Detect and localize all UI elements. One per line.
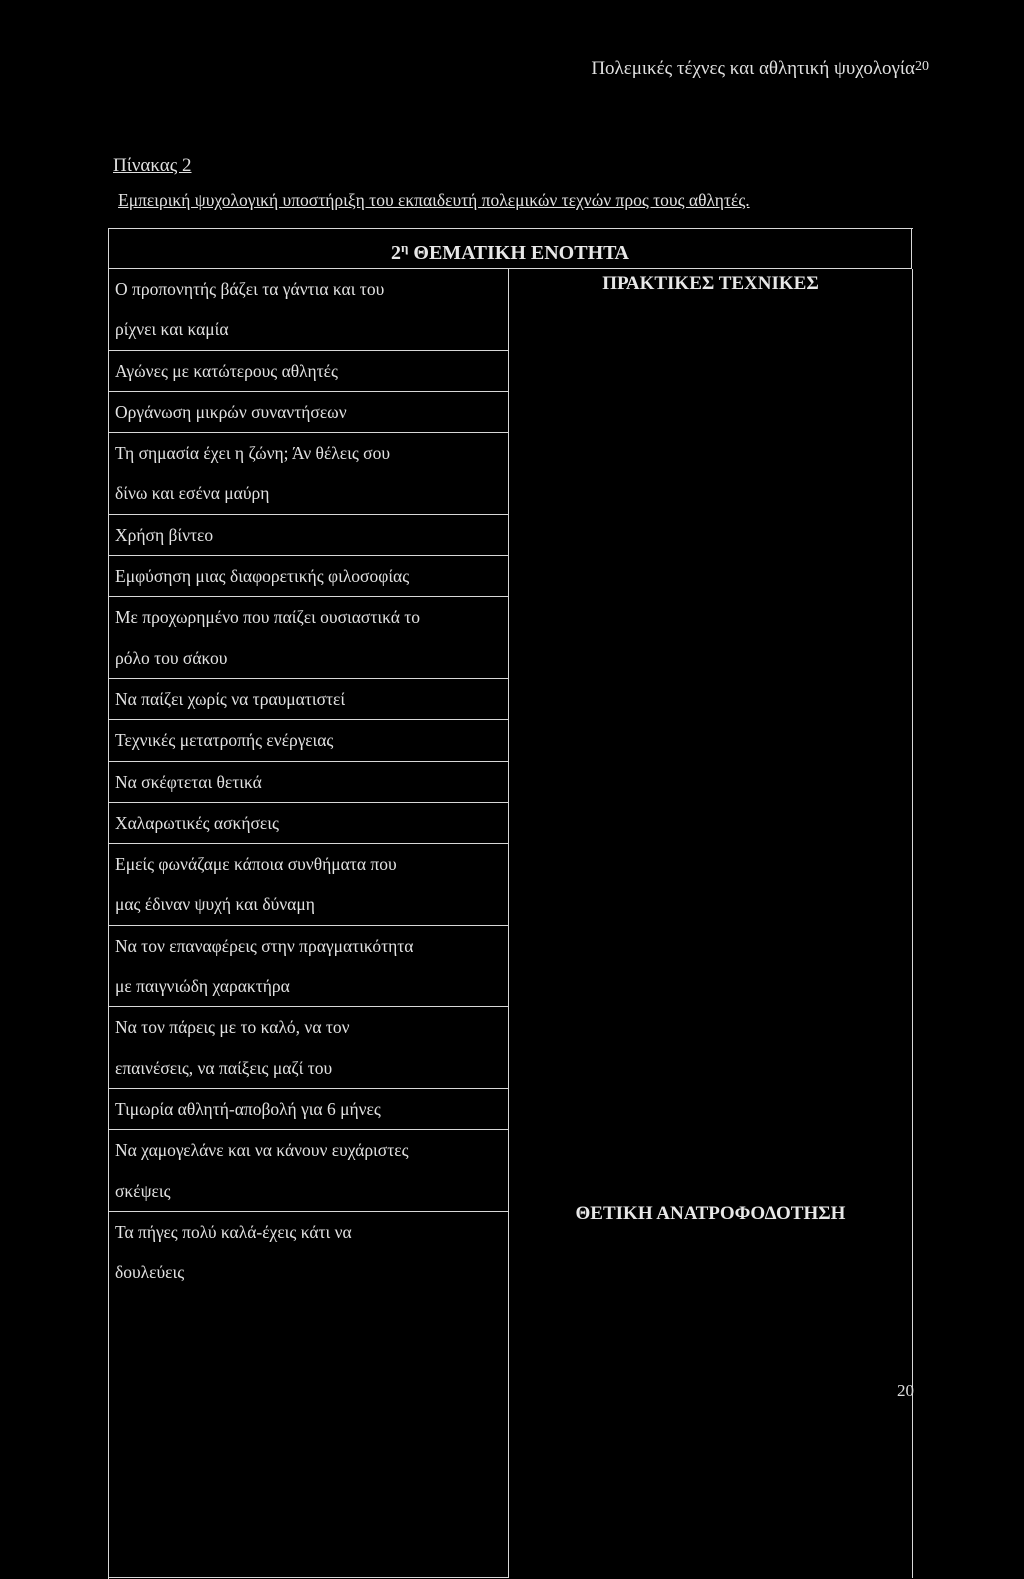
table-cell-line: Οργάνωση μικρών συναντήσεων [115,401,347,422]
section-number: 2 [391,242,401,264]
table-cell-line: Να τον πάρεις με το καλό, να τον [115,1017,350,1038]
table-row [109,433,508,515]
table-row [109,392,508,433]
table-row [109,1007,508,1089]
table-row [109,803,508,844]
table-row [109,1212,508,1293]
table-cell-line: Ο προπονητής βάζει τα γάντια και του [115,279,385,299]
section-name: ΘΕΜΑΤΙΚΗ ΕΝΟΤΗΤΑ [408,242,629,264]
running-header-number: 20 [915,59,929,74]
table-cell-line: μας έδιναν ψυχή και δύναμη [115,894,315,915]
table-row [109,597,508,679]
table-row [109,679,508,720]
bottom-border [109,1577,509,1578]
table-cell-line: Χαλαρωτικές ασκήσεις [115,812,279,833]
table-row [109,844,508,926]
table-row [109,720,508,761]
table-cell-line: Με προχωρημένο που παίζει ουσιαστικά το [115,607,421,628]
table-cell-line: Τη σημασία έχει η ζώνη; Άν θέλεις σου [115,443,390,464]
table-cell-line: Να τον επαναφέρεις στην πραγματικότητα [115,935,414,956]
table-cell-line: ρόλο του σάκου [115,647,228,668]
page-number: 20 [897,1381,914,1400]
left-column [109,269,508,1292]
table-row [109,926,508,1008]
practical-techniques-label: ΠΡΑΚΤΙΚΕΣ ΤΕΧΝΙΚΕΣ [602,273,819,294]
running-header-text: Πολεμικές τέχνες και αθλητική ψυχολογία [591,58,915,79]
table-cell-line: δουλεύεις [115,1262,185,1283]
table-cell-line: επαινέσεις, να παίξεις μαζί του [115,1057,333,1078]
table-row [109,1130,508,1212]
table-cell-line: με παιγνιώδη χαρακτήρα [115,976,290,997]
table-caption: Πίνακας 2 [113,155,192,176]
section-title [109,229,912,269]
table-subcaption: Εμπειρική ψυχολογική υποστήριξη του εκπαιδευτή πολεμικών τεχνών προς τους αθλητές. [118,190,750,210]
table-cell-line: Εμείς φωνάζαμε κάποια συνθήματα που [115,854,397,875]
table-cell-line: σκέψεις [115,1180,171,1201]
table-row [109,762,508,803]
table-cell-line: Να σκέφτεται θετικά [115,771,262,792]
running-header [591,58,929,80]
column-divider [508,269,509,1578]
table-cell-line: ρίχνει και καμία [115,319,229,340]
table-row [109,269,508,351]
table-cell-line: Εμφύσηση μιας διαφορετικής φιλοσοφίας [115,566,410,587]
techniques-table [108,228,913,1579]
table-cell-line: Να χαμογελάνε και να κάνουν ευχάριστες [115,1140,409,1161]
table-row [109,556,508,597]
positive-feedback-label: ΘΕΤΙΚΗ ΑΝΑΤΡΟΦΟΔΟΤΗΣΗ [575,1203,846,1224]
table-cell-line: Να παίζει χωρίς να τραυματιστεί [115,688,346,709]
table-row [109,515,508,556]
table-cell-line: Αγώνες με κατώτερους αθλητές [115,360,338,381]
section-ordinal: η [401,240,409,255]
table-cell-line: Τιμωρία αθλητή-αποβολή για 6 μήνες [115,1098,381,1119]
table-cell-line: Χρήση βίντεο [115,524,214,545]
table-row [109,351,508,392]
table-row [109,1089,508,1130]
table-cell-line: Τεχνικές μετατροπής ενέργειας [115,730,334,751]
table-cell-line: δίνω και εσένα μαύρη [115,483,270,504]
table-cell-line: Τα πήγες πολύ καλά-έχεις κάτι να [115,1221,352,1242]
